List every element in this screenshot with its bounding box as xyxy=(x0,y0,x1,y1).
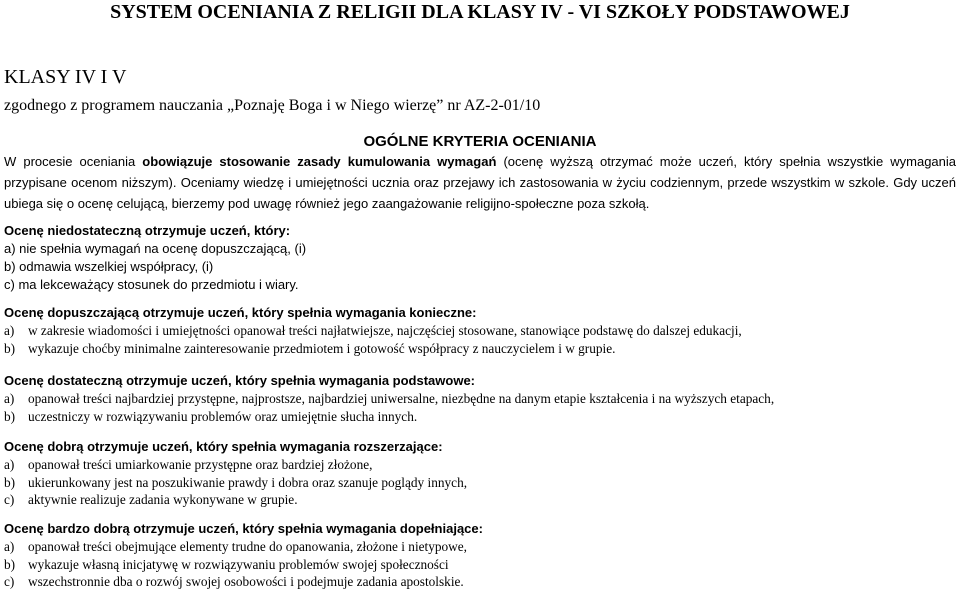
list-item-text: w zakresie wiadomości i umiejętności opanował treści najłatwiejsze, najczęściej stosowane, stanowiące podstawę do dalszej edukacji, xyxy=(28,323,742,338)
intro-paragraph xyxy=(4,151,956,214)
list-marker: b) xyxy=(4,408,16,424)
document-title: SYSTEM OCENIANIA Z RELIGII DLA KLASY IV - VI SZKOŁY PODSTAWOWEJ xyxy=(110,1,850,23)
list-item-text: aktywnie realizuje zadania wykonywane w grupie. xyxy=(28,492,298,507)
list-item-text: opanował treści najbardziej przystępne, najprostsze, najbardziej uniwersalne, niezbędne na danym etapie kształcenia i na wyższych etapach, xyxy=(28,391,775,406)
list-item xyxy=(4,474,956,492)
list-marker: a) xyxy=(4,457,15,472)
list-item xyxy=(4,491,956,509)
list-item xyxy=(4,390,956,408)
intro-text-start: W procesie oceniania xyxy=(4,154,143,169)
grade-heading: Ocenę dopuszczającą otrzymuje uczeń, który spełnia wymagania konieczne: xyxy=(4,305,477,320)
list-item xyxy=(4,322,956,340)
list-marker: c) xyxy=(4,574,15,589)
list-item xyxy=(4,556,956,574)
grade-section-insufficient xyxy=(4,222,956,294)
program-line: zgodnego z programem nauczania „Poznaję Boga i w Niego wierzę” nr AZ-2-01/10 xyxy=(4,97,541,114)
intro-text-bold: obowiązuje stosowanie zasady kumulowania wymagań xyxy=(142,154,497,169)
grade-section-satisfactory xyxy=(4,372,956,425)
list-marker: b) xyxy=(4,474,16,490)
list-item: b) odmawia wszelkiej współpracy, (i) xyxy=(4,259,214,274)
grade-section-very-good xyxy=(4,520,956,591)
grade-heading: Ocenę bardzo dobrą otrzymuje uczeń, który spełnia wymagania dopełniające: xyxy=(4,521,483,536)
intro-text-rest: (ocenę wyższą otrzymać może uczeń, który spełnia wszystkie wymagania przypisane ocenom niższym). Oceniamy wiedzę i umiejętności ucznia oraz przejawy ich zastosowania w życiu codziennym, przede wszystkim w szkole. Gdy uczeń ubiega się o ocenę celującą, bierzemy pod uwagę również jego zaangażowanie religijno-społeczne poza szkołą. xyxy=(4,154,956,211)
list-marker: b) xyxy=(4,340,16,356)
list-item: a) nie spełnia wymagań na ocenę dopuszczającą, (i) xyxy=(4,241,307,256)
list-marker: a) xyxy=(4,323,15,338)
list-marker: b) xyxy=(4,556,16,572)
grade-heading: Ocenę niedostateczną otrzymuje uczeń, który: xyxy=(4,223,291,238)
list-item-text: opanował treści obejmujące elementy trudne do opanowania, złożone i nietypowe, xyxy=(28,539,468,554)
list-item-text: opanował treści umiarkowanie przystępne oraz bardziej złożone, xyxy=(28,457,373,472)
list-item-text: wykazuje choćby minimalne zainteresowanie przedmiotem i gotowość współpracy z nauczycielem i w grupie. xyxy=(28,340,616,356)
list-marker: c) xyxy=(4,492,15,507)
list-item-text: ukierunkowany jest na poszukiwanie prawdy i dobra oraz szanuje poglądy innych, xyxy=(28,474,468,490)
list-item xyxy=(4,408,956,426)
grade-heading: Ocenę dobrą otrzymuje uczeń, który spełnia wymagania rozszerzające: xyxy=(4,439,443,454)
class-heading: KLASY IV I V xyxy=(4,66,127,88)
list-marker: a) xyxy=(4,539,15,554)
grade-section-sufficient xyxy=(4,304,956,357)
list-item-text: wykazuje własną inicjatywę w rozwiązywaniu problemów swojej społeczności xyxy=(28,556,449,572)
list-item: c) ma lekceważący stosunek do przedmiotu i wiary. xyxy=(4,277,299,292)
list-item xyxy=(4,538,956,556)
list-item-text: uczestniczy w rozwiązywaniu problemów oraz umiejętnie słucha innych. xyxy=(28,408,418,424)
grade-section-good xyxy=(4,438,956,509)
grade-heading: Ocenę dostateczną otrzymuje uczeń, który spełnia wymagania podstawowe: xyxy=(4,373,476,388)
criteria-title: OGÓLNE KRYTERIA OCENIANIA xyxy=(363,133,597,150)
list-item-text: wszechstronnie dba o rozwój swojej osobowości i podejmuje zadania apostolskie. xyxy=(28,574,464,589)
list-item xyxy=(4,456,956,474)
list-item xyxy=(4,340,956,358)
list-marker: a) xyxy=(4,391,15,406)
